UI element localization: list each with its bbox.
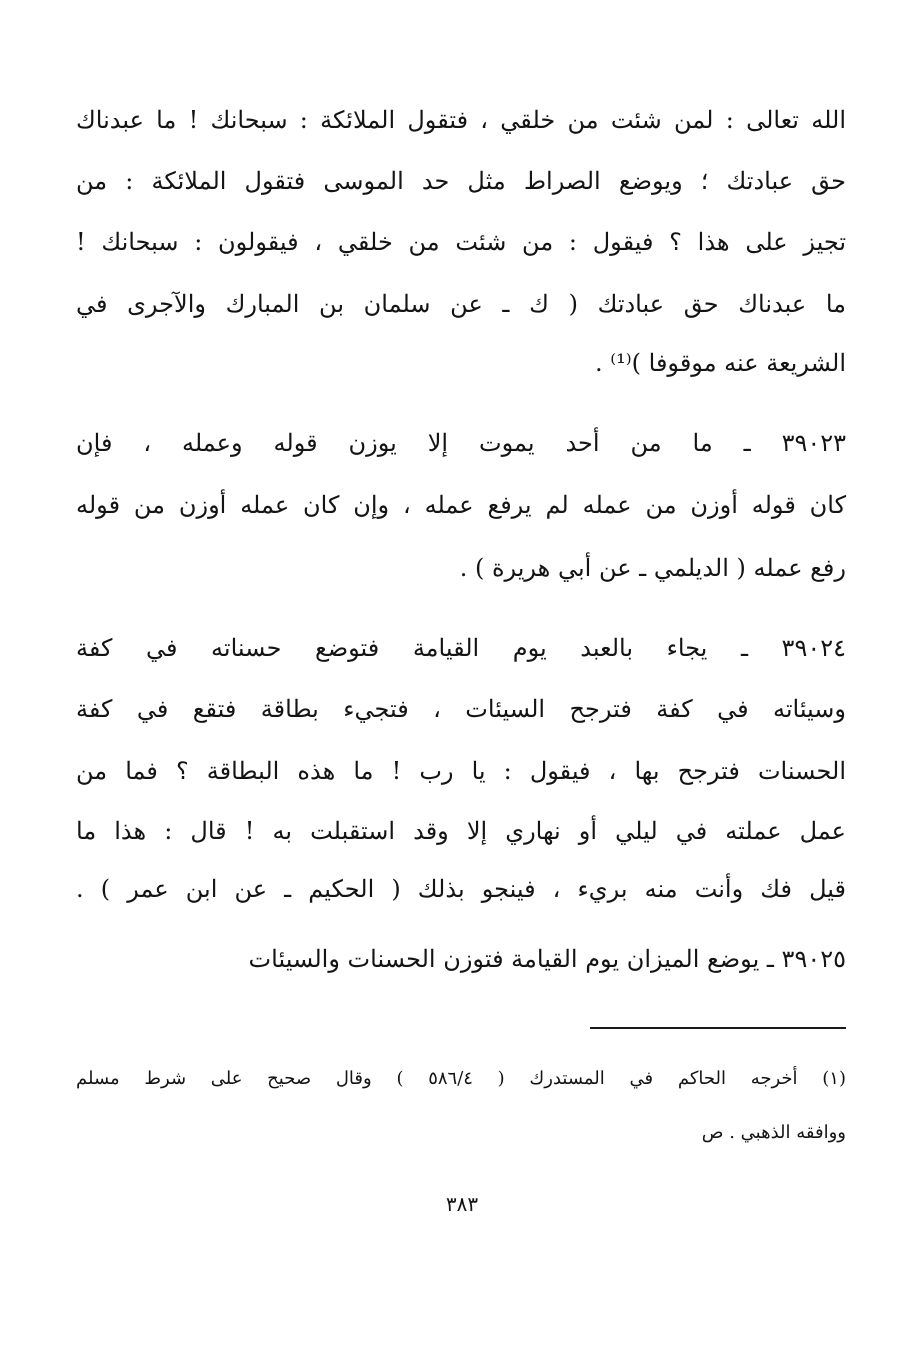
text-line: الشريعة عنه موقوفا )⁽¹⁾ .: [594, 349, 846, 377]
text-line: حق عبادتك ؛ ويوضع الصراط مثل حد الموسى فتقول الملائكة : من: [76, 167, 846, 195]
page-number: ٣٨٣: [445, 1192, 479, 1216]
text-line: عمل عملته في ليلي أو نهاري إلا وقد استقبلت به ! قال : هذا ما: [76, 817, 846, 845]
hadith-39024-start: ٣٩٠٢٤ ـ يجاء بالعبد يوم القيامة فتوضع حسناته في كفة: [76, 634, 846, 662]
text-line: الله تعالى : لمن شئت من خلقي ، فتقول الملائكة : سبحانك ! ما عبدناك: [76, 106, 846, 134]
text-line: رفع عمله ( الديلمي ـ عن أبي هريرة ) .: [459, 554, 846, 582]
text-line: تجيز على هذا ؟ فيقول : من شئت من خلقي ، فيقولون : سبحانك !: [76, 228, 846, 256]
text-line: ما عبدناك حق عبادتك ( ك ـ عن سلمان بن المبارك والآجرى في: [76, 290, 846, 318]
footnote-line: (١) أخرجه الحاكم في المستدرك ( ٥٨٦/٤ ) وقال صحيح على شرط مسلم: [76, 1068, 846, 1089]
hadith-39023-start: ٣٩٠٢٣ ـ ما من أحد يموت إلا يوزن قوله وعمله ، فإن: [76, 429, 847, 457]
text-line: وسيئاته في كفة فترجح السيئات ، فتجيء بطاقة فتقع في كفة: [76, 695, 846, 723]
footnote-divider: [590, 1027, 846, 1029]
footnote-line: ووافقه الذهبي . ص: [701, 1122, 846, 1143]
hadith-39025-start: ٣٩٠٢٥ ـ يوضع الميزان يوم القيامة فتوزن الحسنات والسيئات: [248, 945, 846, 973]
text-line: كان قوله أوزن من عمله لم يرفع عمله ، وإن كان عمله أوزن من قوله: [76, 491, 846, 519]
text-line: الحسنات فترجح بها ، فيقول : يا رب ! ما هذه البطاقة ؟ فما من: [76, 757, 846, 785]
text-line: قيل فك وأنت منه بريء ، فينجو بذلك ( الحكيم ـ عن ابن عمر ) .: [76, 875, 846, 903]
